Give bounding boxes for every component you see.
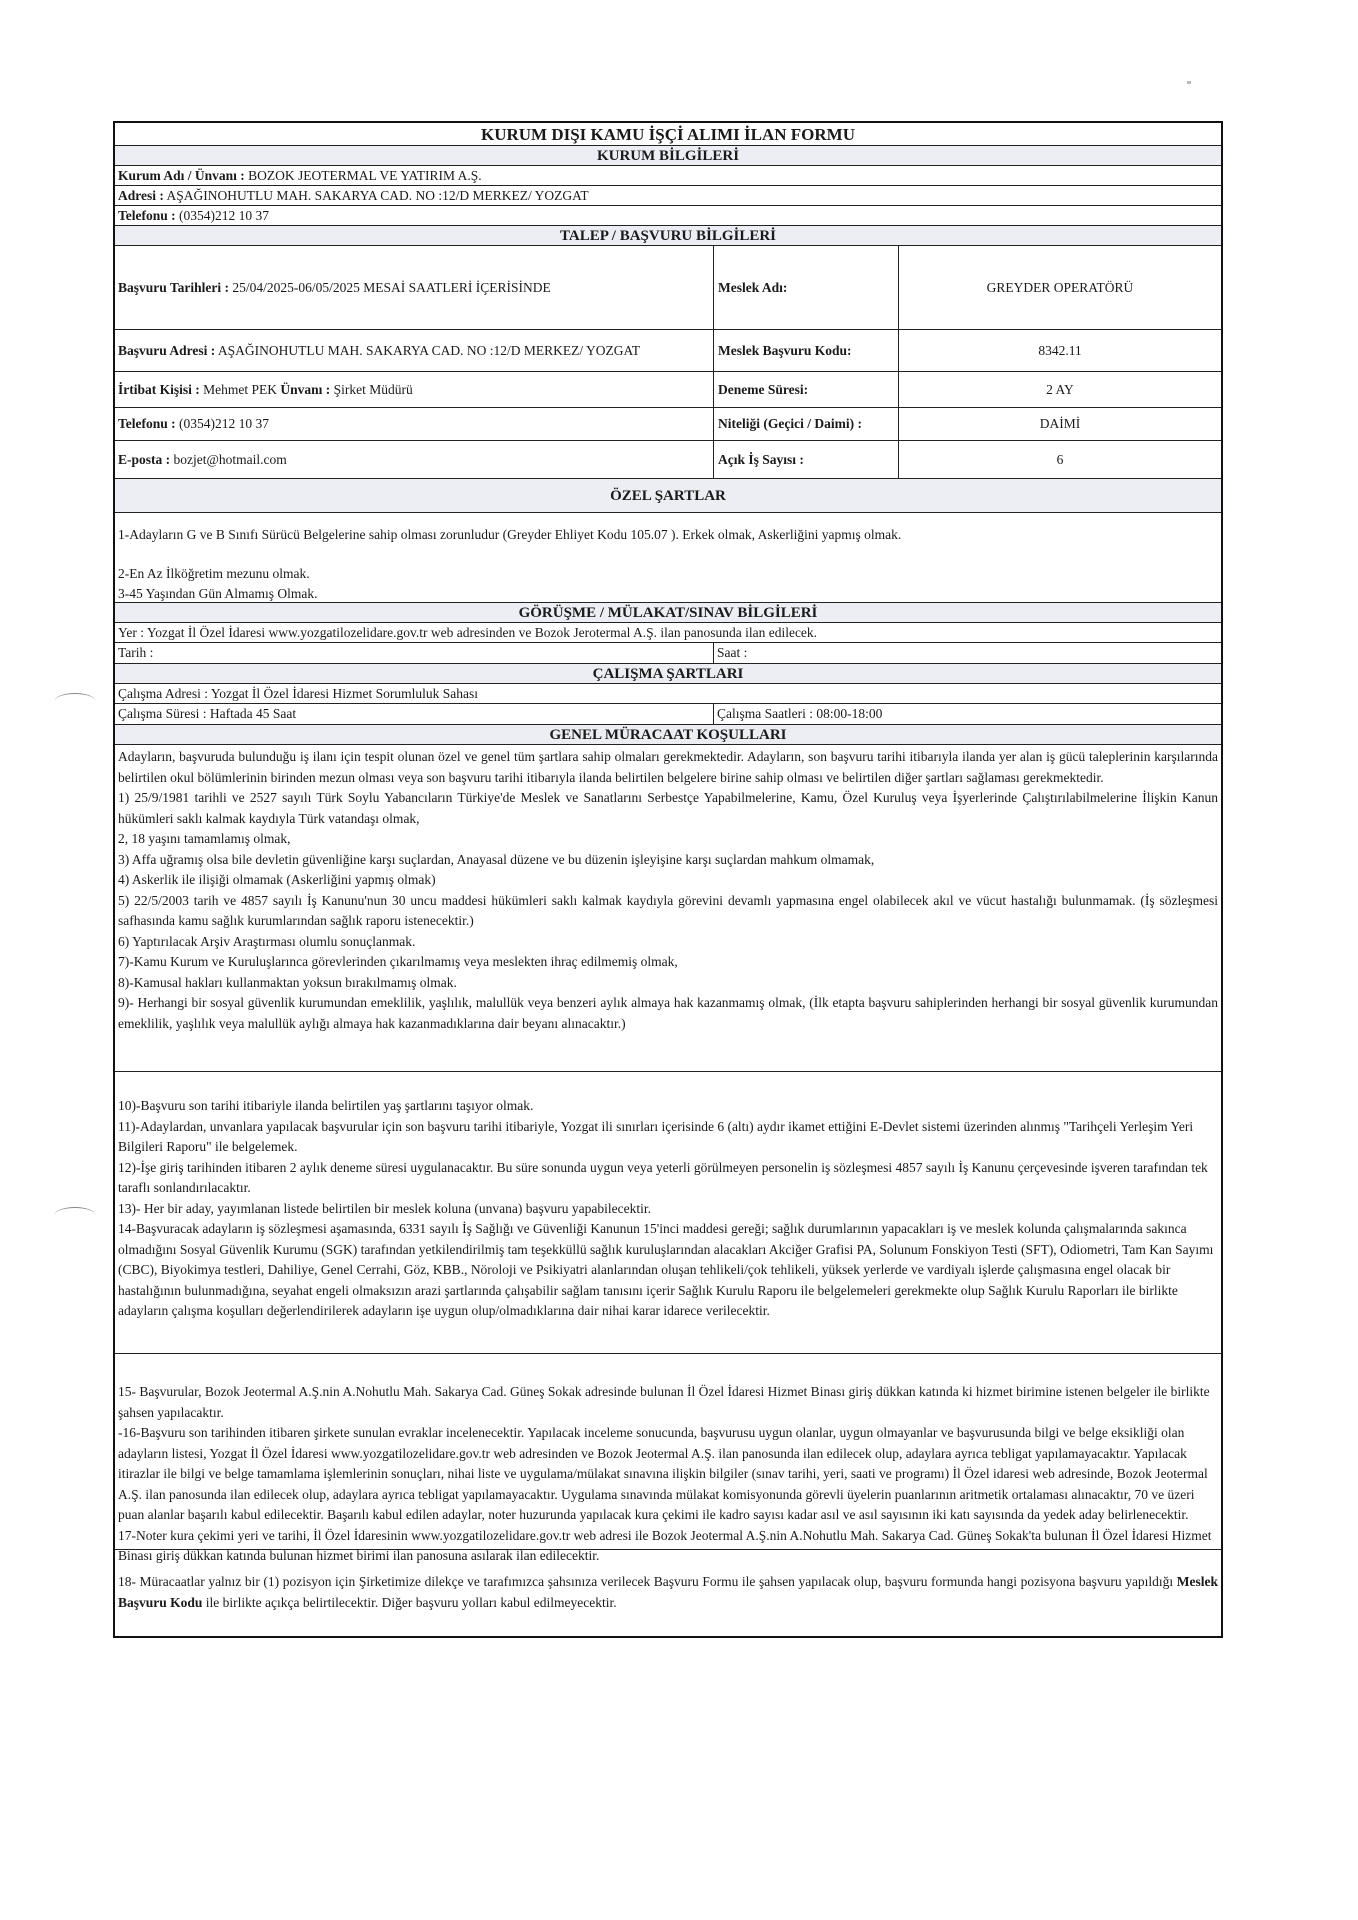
form-title: KURUM DIŞI KAMU İŞÇİ ALIMI İLAN FORMU <box>115 123 1221 146</box>
irtibat-kisisi-value: Mehmet PEK <box>199 381 281 397</box>
kurum-telefon-row <box>115 206 1221 226</box>
basvuru-tarihleri-cell <box>115 246 714 329</box>
genel-muracaat-block-1 <box>115 745 1221 1072</box>
calisma-adresi: Çalışma Adresi : Yozgat İl Özel İdaresi Hizmet Sorumluluk Sahası <box>115 684 1221 704</box>
meslek-basvuru-kodu-label: Meslek Başvuru Kodu: <box>714 330 899 371</box>
genel-kosul-item: 7)-Kamu Kurum ve Kuruluşlarınca görevlerinden çıkarılmamış veya meslekten ihraç edilmemiş olmak, <box>118 954 678 969</box>
talep-row-eposta <box>115 441 1221 479</box>
genel-kosul-item: 10)-Başvuru son tarihi itibariyle ilanda belirtilen yaş şartlarını taşıyor olmak. <box>118 1098 534 1113</box>
item-18-bold: Meslek Başvuru Kodu <box>118 1574 1218 1610</box>
calisma-saatleri: Çalışma Saatleri : 08:00-18:00 <box>717 706 883 721</box>
genel-kosul-item: 1) 25/9/1981 tarihli ve 2527 sayılı Türk Soylu Yabancıların Türkiye'de Meslek ve Sanatlarını Serbestçe Yapabilmelerine, Kamu, Özel Kuruluş veya İşyerlerinde Çalıştırılabilmelerine İlişkin Kanun hükümleri saklı kalmak kaydıyla Türk vatandaşı olmak, <box>118 790 1218 826</box>
scan-speck <box>1187 81 1191 84</box>
genel-kosul-item: 13)- Her bir aday, yayımlanan listede belirtilen bir meslek koluna (unvana) başvuru yapabilecektir. <box>118 1200 651 1216</box>
eposta-value: bozjet@hotmail.com <box>170 451 287 467</box>
genel-kosul-item: 14-Başvuracak adayların iş sözleşmesi aşamasında, 6331 sayılı İş Sağlığı ve Güvenliği Kanunun 15'inci maddesi gereği; sağlık durumlarının yapacakları iş ve meslek kolunda çalışmalarında sakınca olmadığını Sosyal Güvenlik Kurumu (SGK) tarafından yetkilendirilmiş tam teşekküllü sağlık kuruluşlarından alacakları Akciğer Grafisi PA, Solunum Fonskiyon Testi (SFT), Odiometri, Tam Kan Sayımı (CBC), Biyokimya testleri, Dahiliye, Genel Cerrahi, Göz, KBB., Nöroloji ve Psikiyatri alanlarından oluşan tehlikeli/çok tehlikeli, yüksek yerlerde ve vardiyalı işlerde çalışmasına engel olacak bir hastalığının bulunmadığına, seyahat engeli olmaksızın arazi şartlarında çalışabilir sağlam tanısını içerir Sağlık Kurulu Raporu ile belgelemeleri gerekmekte olup Sağlık Kurulu Raporları ile birlikte adayların çalışma koşulları değerlendirilerek adayların işe uygun olup/olmadıklarına dair nihai karar idarece verilecektir. <box>118 1221 1214 1318</box>
acik-is-sayisi-label: Açık İş Sayısı : <box>714 441 899 478</box>
ozel-sartlar-list <box>115 513 1221 603</box>
basvuru-adresi-label: Başvuru Adresi : <box>118 343 216 358</box>
meslek-basvuru-kodu-value: 8342.11 <box>1038 342 1082 358</box>
kurum-adi-row <box>115 166 1221 186</box>
calisma-sure-saat-row <box>115 704 1221 725</box>
niteligi-label: Niteliği (Geçici / Daimi) : <box>714 408 899 440</box>
genel-muracaat-block-2 <box>115 1072 1221 1354</box>
meslek-adi-value: GREYDER OPERATÖRÜ <box>986 279 1134 295</box>
genel-kosul-item: 15- Başvurular, Bozok Jeotermal A.Ş.nin A.Nohutlu Mah. Sakarya Cad. Güneş Sokak adresinde bulunan İl Özel İdaresi Hizmet Binası giriş dükkan katında ki hizmet birimine istenen belgeler ile birlikte şahsen yapılacaktır. <box>118 1384 1210 1420</box>
punch-hole-mark <box>55 1207 95 1222</box>
genel-muracaat-block-3 <box>115 1354 1221 1563</box>
section-header-gorusme: GÖRÜŞME / MÜLAKAT/SINAV BİLGİLERİ <box>115 603 1221 623</box>
genel-kosul-item: Adayların, başvuruda bulunduğu iş ilanı için tespit olunan özel ve genel tüm şartlara sahip olmaları gerekmektedir. Adayların, son başvuru tarihi itibarıyla ilanda yer alan iş gücü taleplerinin karşılarında belirtilen okul bölümlerinin birinden mezun olması veya son başvuru tarihi itibarıyla ilanda belirtilen belgelere birine sahip olması ve belirtilen diğer şartları sağlaması gerekmektedir. <box>118 749 1218 785</box>
section-header-talep: TALEP / BAŞVURU BİLGİLERİ <box>115 226 1221 246</box>
genel-kosul-item: 9)- Herhangi bir sosyal güvenlik kurumundan emeklilik, yaşlılık, malullük veya benzeri aylık almaya hak kazanmamış olmak, (İlk etapta başvuru sahiplerinden herhangi bir sosyal güvenlik kurumundan emeklilik, yaşlılık veya malullük aylığı almaya hak kazanmadıklarına dair beyanı alınacaktır.) <box>118 995 1218 1031</box>
basvuru-tarihleri-label: Başvuru Tarihleri : <box>118 279 230 295</box>
item-18-text-2: ile birlikte açıkça belirtilecektir. Diğer başvuru yolları kabul edilmeyecektir. <box>202 1594 617 1610</box>
genel-kosul-item: 4) Askerlik ile ilişiği olmamak (Askerliğini yapmış olmak) <box>118 872 436 887</box>
calisma-suresi: Çalışma Süresi : Haftada 45 Saat <box>115 704 714 724</box>
talep-row-basvuru-tarihleri <box>115 246 1221 330</box>
niteligi-value: DAİMİ <box>1039 416 1081 431</box>
genel-kosul-item <box>118 1572 1218 1613</box>
meslek-adi-label: Meslek Adı: <box>714 246 899 329</box>
talep-row-irtibat <box>115 372 1221 408</box>
irtibat-kisisi-cell <box>115 372 714 407</box>
telefon-label: Telefonu : <box>118 208 176 223</box>
ozel-sart-item: 1-Adayların G ve B Sınıfı Sürücü Belgelerine sahip olması zorunludur (Greyder Ehliyet Kodu 105.07 ). Erkek olmak, Askerliğini yapmış olmak. <box>118 527 902 542</box>
kurum-adi-label: Kurum Adı / Ünvanı : <box>118 168 245 183</box>
talep-row-telefon <box>115 408 1221 441</box>
section-header-calisma: ÇALIŞMA ŞARTLARI <box>115 664 1221 684</box>
ozel-sart-item: 2-En Az İlköğretim mezunu olmak. <box>118 565 310 581</box>
genel-kosul-item: 17-Noter kura çekimi yeri ve tarihi, İl Özel İdaresinin www.yozgatilozelidare.gov.tr web adresi ile Bozok Jeotermal A.Ş.nin A.Nohutlu Mah. Sakarya Cad. Güneş Sokak'ta bulunan İl Özel İdaresi Hizmet Binası giriş dükkan katında bulunan hizmet birimi ilan panosuna asılarak ilan edilecektir. <box>118 1527 1212 1563</box>
adres-value: AŞAĞINOHUTLU MAH. SAKARYA CAD. NO :12/D MERKEZ/ YOZGAT <box>163 188 589 203</box>
genel-kosul-item: 2, 18 yaşını tamamlamış olmak, <box>118 831 291 846</box>
talep-telefon-label: Telefonu : <box>118 416 176 431</box>
basvuru-adresi-value: AŞAĞINOHUTLU MAH. SAKARYA CAD. NO :12/D MERKEZ/ YOZGAT <box>215 343 641 358</box>
kurum-adi-value: BOZOK JEOTERMAL VE YATIRIM A.Ş. <box>244 168 482 183</box>
section-header-ozel-sartlar: ÖZEL ŞARTLAR <box>115 479 1221 513</box>
irtibat-kisisi-label: İrtibat Kişisi : <box>118 381 200 397</box>
genel-kosul-item: 3) Affa uğramış olsa bile devletin güvenliğine karşı suçlardan, Anayasal düzene ve bu düzenin işleyişine karşı suçlardan mahkum olmamak, <box>118 851 875 867</box>
gorusme-tarih-saat-row <box>115 643 1221 664</box>
genel-muracaat-item-18 <box>115 1550 1221 1636</box>
talep-telefon-value: (0354)212 10 37 <box>175 416 270 431</box>
genel-kosul-item: 8)-Kamusal hakları kullanmaktan yoksun bırakılmamış olmak. <box>118 974 457 990</box>
section-header-kurum: KURUM BİLGİLERİ <box>115 146 1221 166</box>
genel-kosul-item: -16-Başvuru son tarihinden itibaren şirkete sunulan evraklar incelenecektir. Yapılacak inceleme sonucunda, başvurusu uygun olanlar, uygun olmayanlar ve başvurusunda bilgi ve belge eksikliği olan adayların listesi, Yozgat İl Özel İdaresi www.yozgatilozelidare.gov.tr web adresinden ve Bozok Jeotermal A.Ş. ilan panosunda ilan edilecek olup, adaylara ayrıca tebligat yapılamayacaktır. Yapılacak itirazlar ile bilgi ve belge tamamlama işlemlerinin sonuçları, nihai liste ve uygulama/mülakat sınavına ilişkin bilgiler (sınav tarihi, yeri, saati ve programı) İl Özel idaresi web adresinde, Bozok Jeotermal A.Ş. ilan panosunda ilan edilecek olup, adaylara ayrıca tebligat yapılamayacaktır. Uygulama sınavında mülakat komisyonunda görevli üyelerin puanlarının aritmetik ortalaması alınacaktır, 70 ve üzeri puan alanlar başarılı kabul edilecektir. Başarılı kabul edilen adaylar, noter huzurunda yapılacak kura çekimi ile kadro sayısı kadar asıl ve asıl sayısının iki katı sayısında da yedek aday belirlenecektir. <box>118 1425 1208 1522</box>
basvuru-adresi-cell <box>115 330 714 371</box>
talep-telefon-cell <box>115 408 714 440</box>
genel-kosul-item: 12)-İşe giriş tarihinden itibaren 2 aylık deneme süresi uygulanacaktır. Bu süre sonunda uygun veya yeterli görülmeyen personelin iş sözleşmesi 4857 sayılı İş Kanunu çerçevesinde işveren tarafından tek taraflı sonlandırılacaktır. <box>118 1159 1208 1195</box>
telefon-value: (0354)212 10 37 <box>175 208 270 223</box>
ozel-sart-item: 3-45 Yaşından Gün Almamış Olmak. <box>118 586 318 601</box>
unvan-label: Ünvanı : <box>280 381 331 397</box>
punch-hole-mark <box>55 693 95 708</box>
talep-row-basvuru-adresi <box>115 330 1221 372</box>
gorusme-yer: Yer : Yozgat İl Özel İdaresi www.yozgatilozelidare.gov.tr web adresinden ve Bozok Jerotermal A.Ş. ilan panosunda ilan edilecek. <box>115 623 1221 643</box>
item-18-text-1: 18- Müracaatlar yalnız bir (1) pozisyon için Şirketimize dilekçe ve tarafımızca şahsınıza verilecek Başvuru Formu ile şahsen yapılacak olup, başvuru formunda hangi pozisyona başvuru yapıldığı <box>118 1574 1177 1589</box>
deneme-suresi-value: 2 AY <box>1046 381 1074 397</box>
gorusme-tarih: Tarih : <box>115 643 714 663</box>
unvan-value: Şirket Müdürü <box>330 381 413 397</box>
deneme-suresi-label: Deneme Süresi: <box>714 372 899 407</box>
basvuru-tarihleri-value: 25/04/2025-06/05/2025 MESAİ SAATLERİ İÇERİSİNDE <box>229 279 551 295</box>
genel-kosul-item: 11)-Adaylardan, unvanlara yapılacak başvurular için son başvuru tarihi itibariyle, Yozgat ili sınırları içerisinde 6 (altı) aydır ikamet ettiğini E-Devlet sistemi üzerinden alınmış "Tarihçeli Yerleşim Yeri Bilgileri Raporu" ile belgelemek. <box>118 1118 1194 1154</box>
gorusme-saat: Saat : <box>717 645 748 660</box>
eposta-cell <box>115 441 714 478</box>
acik-is-sayisi-value: 6 <box>1056 451 1064 467</box>
eposta-label: E-posta : <box>118 451 171 467</box>
genel-kosul-item: 5) 22/5/2003 tarih ve 4857 sayılı İş Kanunu'nun 30 uncu maddesi hükümleri saklı kalmak kaydıyla görevini devamlı yapmasına engel olabilecek akıl ve vücut hastalığı bulunmamak. (İş sözleşmesi safhasında kamu sağlık kurumlarından sağlık raporu istenecektir.) <box>118 892 1218 928</box>
job-posting-form <box>113 121 1223 1638</box>
kurum-adres-row <box>115 186 1221 206</box>
section-header-genel-muracaat: GENEL MÜRACAAT KOŞULLARI <box>115 725 1221 745</box>
adres-label: Adresi : <box>118 188 164 203</box>
genel-kosul-item: 6) Yaptırılacak Arşiv Araştırması olumlu sonuçlanmak. <box>118 933 416 949</box>
